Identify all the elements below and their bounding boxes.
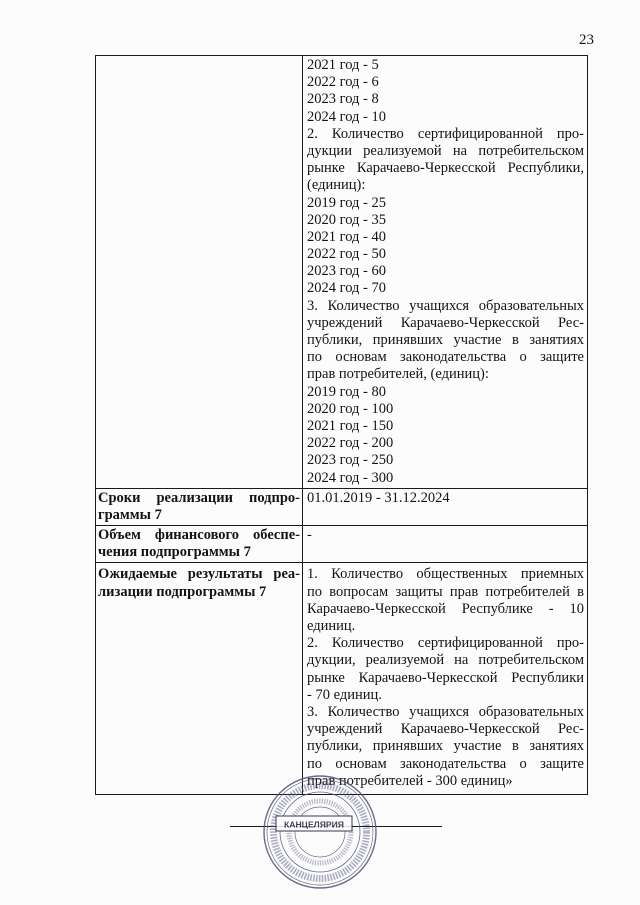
value-line: рынке Карачаево-Черкесской Республики [307,669,584,686]
value-line: по вопросам защиты прав потребителей в [307,583,584,600]
value-line: единиц. [307,618,356,634]
value-line: учреждений Карачаево-Черкесской Рес- [307,721,584,738]
row-value-cell [303,56,588,489]
table-row [96,563,588,794]
row-value-cell [303,489,588,526]
value-line: публики, принявших участие в занятиях [307,332,584,348]
value-line: 2022 год - 200 [307,435,394,452]
official-stamp [260,772,380,892]
value-line: прав потребителей - 300 единиц» [307,772,513,789]
value-line: дукции реализуемой на потребительском [307,142,584,159]
passport-table [95,55,588,795]
value-line: 1. Количество общественных приемных [307,566,584,583]
label-line: чения подпрограммы 7 [98,544,251,561]
value-line: 2. Количество сертифицированной про- [307,125,584,142]
label-line: Сроки реализации подпро- [98,489,300,506]
value-line: 2022 год - 50 [307,246,386,263]
value-line: 2024 год - 70 [307,280,386,297]
value-line: 2024 год - 300 [307,469,394,486]
row-label-cell [96,489,303,526]
value-line: рынке Карачаево-Черкесской Республики, [307,160,584,177]
value-line: 2024 год - 10 [307,108,386,125]
row-label-cell [96,526,303,563]
value-line: - 70 единиц. [307,686,382,703]
value-line: 2. Количество сертифицированной про- [307,635,584,652]
value-line: 2021 год - 150 [307,417,394,434]
value-line: прав потребителей, (единиц): [307,366,489,383]
row-value-cell [303,563,588,794]
value-line: 3. Количество учащихся образовательных [307,297,584,314]
value-line: 2021 год - 40 [307,228,386,245]
value-line: публики, принявших участие в занятиях [307,738,584,755]
value-line: по основам законодательства о защите [307,349,584,366]
table-row [96,526,588,563]
stamp-rings [264,776,376,888]
label-line: Ожидаемые результаты реа- [98,566,300,583]
value-line: 2019 год - 25 [307,194,386,211]
row-label-cell [96,56,303,489]
table-row [96,56,588,489]
value-line: 2020 год - 100 [307,400,394,417]
value-line: 01.01.2019 - 31.12.2024 [307,489,450,506]
value-line: 2022 год - 6 [307,74,379,91]
value-line: 2023 год - 8 [307,91,379,108]
label-line: Объем финансового обеспе- [98,527,300,544]
value-line: 2019 год - 80 [307,383,386,400]
table-row [96,489,588,526]
value-line: (единиц): [307,177,366,194]
value-line: 2023 год - 60 [307,263,386,280]
row-value-cell [303,526,588,563]
value-line: - [307,527,312,544]
value-line: 3. Количество учащихся образовательных [307,703,584,720]
label-line: граммы 7 [98,506,162,523]
value-line: дукции, реализуемой на потребительском [307,652,584,669]
value-line: 2020 год - 35 [307,211,386,228]
row-label-cell [96,563,303,794]
label-line: лизации подпрограммы 7 [98,583,267,600]
value-line: 2021 год - 5 [307,57,379,73]
page-number: 23 [579,32,594,48]
value-line: Карачаево-Черкесской Республике - 10 [307,600,584,617]
value-line: по основам законодательства о защите [307,755,584,772]
value-line: 2023 год - 250 [307,452,394,469]
stamp-label: КАНЦЕЛЯРИЯ [284,819,344,830]
value-line: учреждений Карачаево-Черкесской Рес- [307,314,584,331]
